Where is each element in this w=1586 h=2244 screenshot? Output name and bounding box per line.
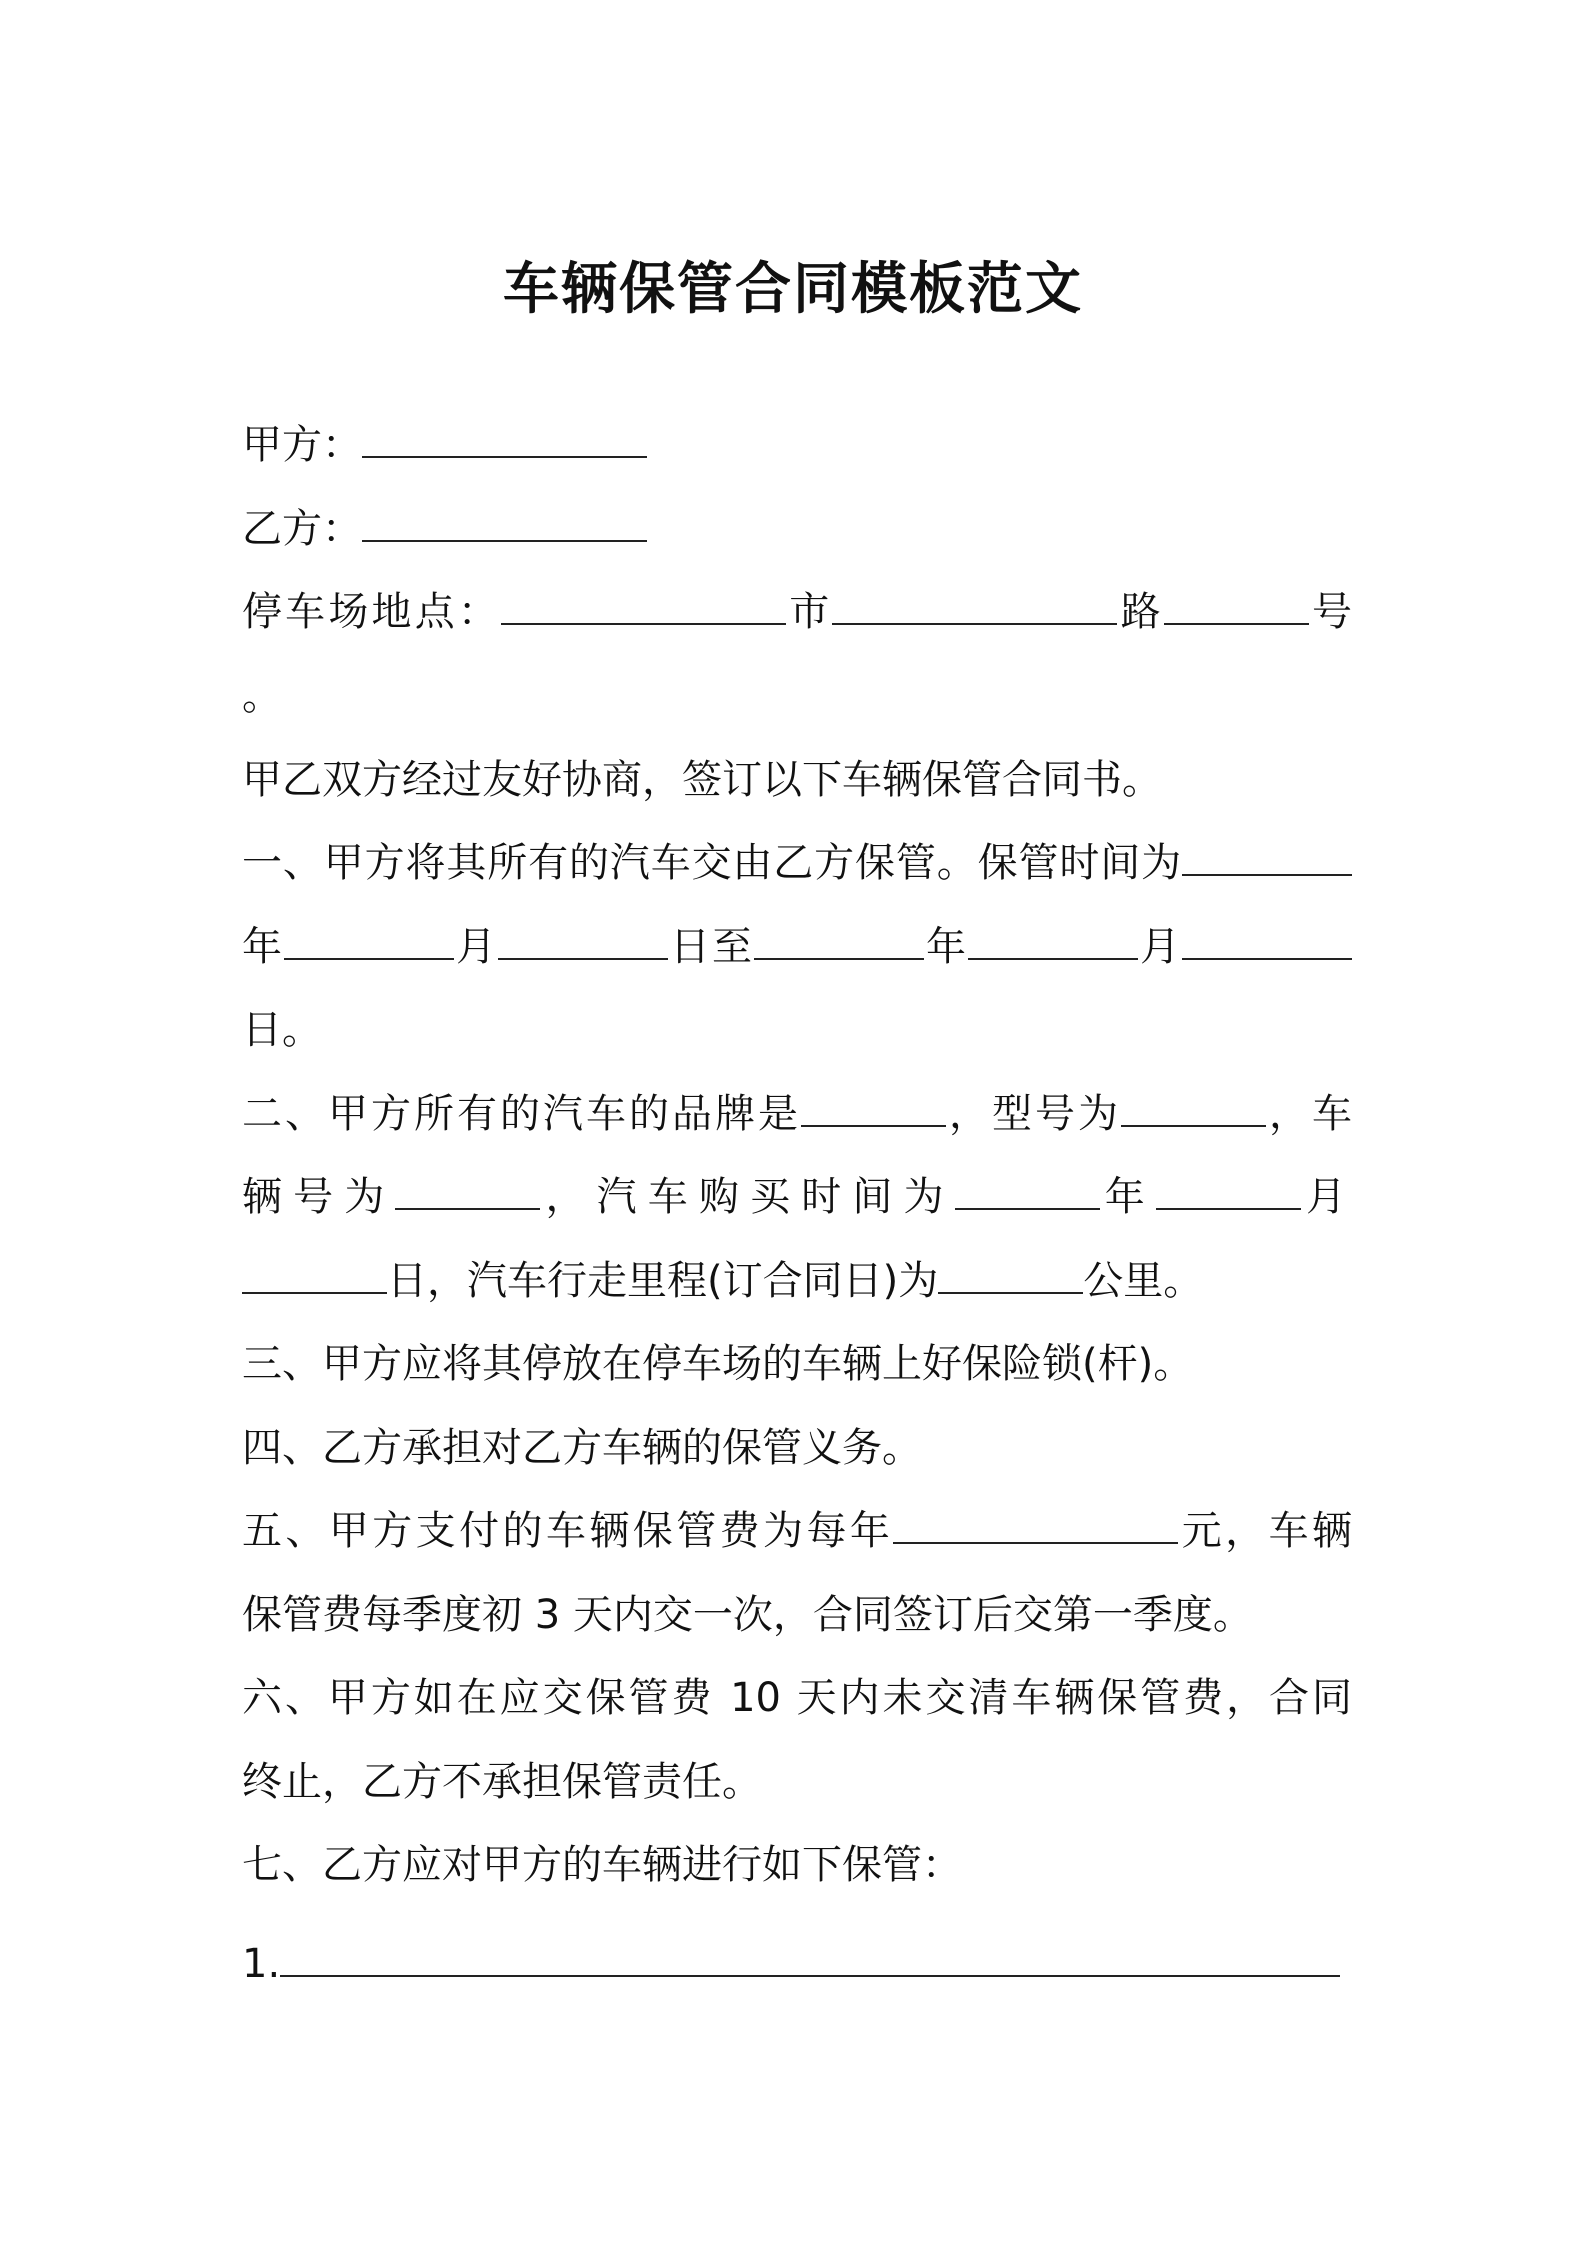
clause1-day-to: 日至 bbox=[668, 924, 754, 970]
clause2-brand-blank[interactable] bbox=[801, 1091, 946, 1127]
clause2-i: 公里。 bbox=[1083, 1258, 1204, 1304]
clause1-start-month-blank[interactable] bbox=[284, 924, 454, 960]
clause2-mileage-blank[interactable] bbox=[938, 1258, 1083, 1294]
clause5-line1 bbox=[242, 1503, 1352, 1559]
intro-text: 甲乙双方经过友好协商，签订以下车辆保管合同书。 bbox=[242, 757, 1162, 803]
location-line bbox=[242, 584, 1352, 640]
clause2-line1 bbox=[242, 1086, 1352, 1142]
clause1-year: 年 bbox=[242, 924, 284, 970]
clause2-d: 辆号为 bbox=[242, 1174, 396, 1220]
clause1-line2 bbox=[242, 919, 1352, 975]
party-a-blank[interactable] bbox=[362, 422, 647, 458]
clause6-line2: 终止，乙方不承担保管责任。 bbox=[242, 1759, 762, 1805]
clause1-end-year-blank[interactable] bbox=[754, 924, 924, 960]
clause2-c: ，车 bbox=[1266, 1091, 1352, 1137]
clause5-line2: 保管费每季度初 3 天内交一次，合同签订后交第一季度。 bbox=[242, 1592, 1253, 1638]
location-city: 市 bbox=[786, 589, 833, 635]
item1-line bbox=[242, 1936, 1352, 1992]
party-b-line bbox=[242, 501, 1352, 557]
location-label: 停车场地点： bbox=[242, 589, 502, 635]
clause2-a: 二、甲方所有的汽车的品牌是 bbox=[242, 1091, 801, 1137]
clause4-text: 四、乙方承担对乙方车辆的保管义务。 bbox=[242, 1425, 922, 1471]
party-b-blank[interactable] bbox=[362, 506, 647, 542]
location-number-blank[interactable] bbox=[1164, 589, 1309, 625]
clause2-purchase-day-blank[interactable] bbox=[242, 1258, 387, 1294]
clause2-h: 日，汽车行走里程(订合同日)为 bbox=[387, 1258, 939, 1304]
clause1-line1 bbox=[242, 835, 1352, 891]
clause1-end-month-blank[interactable] bbox=[968, 924, 1138, 960]
item1-number: 1. bbox=[242, 1941, 281, 1987]
clause1-year2: 年 bbox=[924, 924, 968, 970]
clause2-f: 年 bbox=[1099, 1174, 1156, 1220]
page-title: 车辆保管合同模板范文 bbox=[503, 257, 1083, 322]
location-road: 路 bbox=[1117, 589, 1164, 635]
clause2-purchase-month-blank[interactable] bbox=[1156, 1174, 1301, 1210]
clause3-text: 三、甲方应将其停放在停车场的车辆上好保险锁(杆)。 bbox=[242, 1341, 1194, 1387]
clause2-line2 bbox=[242, 1169, 1352, 1225]
location-end: 。 bbox=[242, 673, 282, 719]
party-a-label: 甲方： bbox=[242, 422, 362, 468]
clause1-month: 月 bbox=[454, 924, 498, 970]
location-road-blank[interactable] bbox=[832, 589, 1117, 625]
clause2-model-blank[interactable] bbox=[1121, 1091, 1266, 1127]
clause2-line3 bbox=[242, 1253, 1352, 1309]
clause1-month2: 月 bbox=[1138, 924, 1182, 970]
clause5-b: 元，车辆 bbox=[1178, 1508, 1353, 1554]
clause2-g: 月 bbox=[1300, 1174, 1353, 1220]
clause5-a: 五、甲方支付的车辆保管费为每年 bbox=[242, 1508, 894, 1554]
party-a-line bbox=[242, 417, 1352, 473]
clause2-plate-blank[interactable] bbox=[395, 1174, 540, 1210]
clause2-b: ，型号为 bbox=[946, 1091, 1121, 1137]
location-city-blank[interactable] bbox=[501, 589, 786, 625]
clause1-end-day-blank[interactable] bbox=[1182, 924, 1352, 960]
clause1-line3: 日。 bbox=[242, 1007, 322, 1053]
clause6-line1: 六、甲方如在应交保管费 10 天内未交清车辆保管费，合同 bbox=[242, 1675, 1352, 1721]
item1-blank[interactable] bbox=[280, 1941, 1340, 1977]
clause1-start-year-blank[interactable] bbox=[1182, 840, 1352, 876]
clause1-text: 一、甲方将其所有的汽车交由乙方保管。保管时间为 bbox=[242, 840, 1182, 886]
clause2-purchase-year-blank[interactable] bbox=[955, 1174, 1100, 1210]
clause2-e: ，汽车购买时间为 bbox=[540, 1174, 955, 1220]
clause1-start-day-blank[interactable] bbox=[498, 924, 668, 960]
location-number: 号 bbox=[1308, 589, 1353, 635]
clause7-text: 七、乙方应对甲方的车辆进行如下保管： bbox=[242, 1842, 962, 1888]
clause5-fee-blank[interactable] bbox=[893, 1508, 1178, 1544]
party-b-label: 乙方： bbox=[242, 506, 362, 552]
